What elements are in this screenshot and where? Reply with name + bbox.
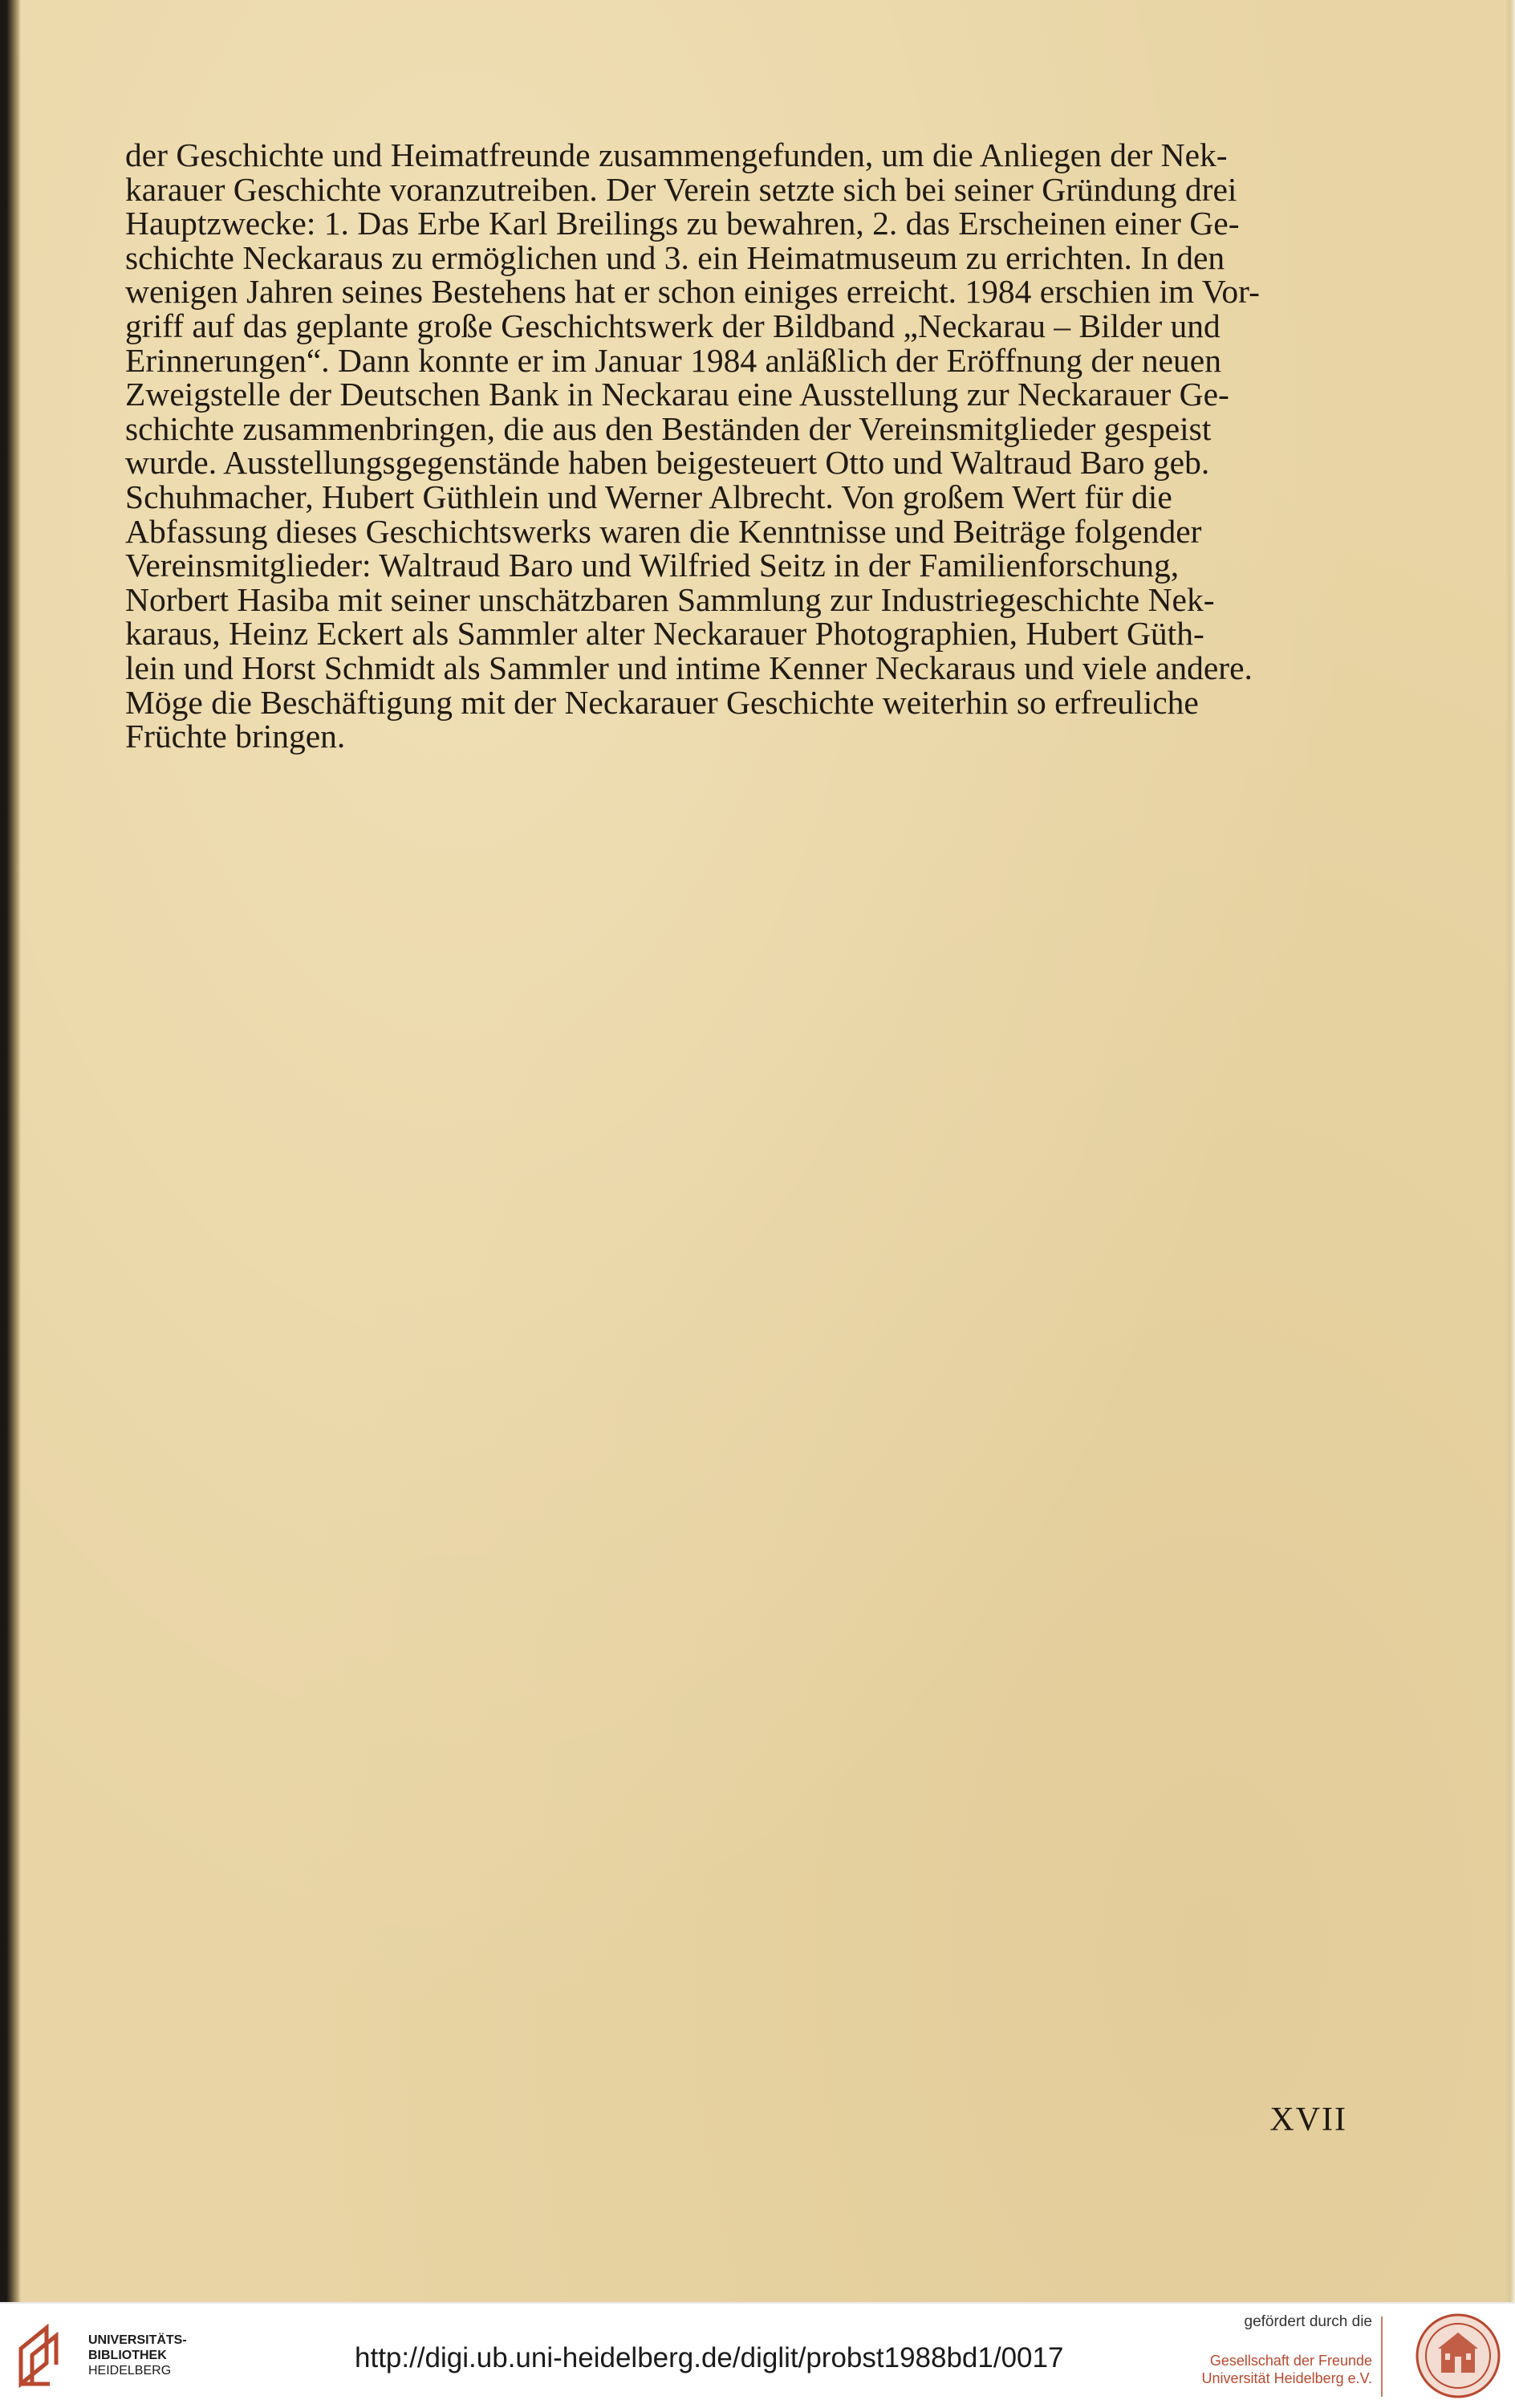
binding-shadow (0, 0, 21, 2302)
sponsor-name-line: Gesellschaft der Freunde (1209, 2353, 1372, 2369)
sponsor-divider (1381, 2316, 1383, 2397)
body-paragraph: der Geschichte und Heimatfreunde zusammengefunden, um die Anliegen der Nek- karauer Geschichte voranzutreiben. Der Verein setzte sich bei seiner Gründung drei Hauptzwecke: 1. Das Erbe Karl Breilings zu bewahren, 2. das Erscheinen einer Ge- schichte Neckaraus zu ermöglichen und 3. ein Heimatmuseum zu errichten. In den wenigen Jahren seines Bestehens hat er schon einiges erreicht. 1984 erschien im Vor- griff auf das geplante große Geschichtswerk der Bildband „Neckarau – Bilder und Erinnerungen“. Dann konnte er im Januar 1984 anläßlich der Eröffnung der neuen Zweigstelle der Deutschen Bank in Neckarau eine Ausstellung zur Neckarauer Ge- schichte zusammenbringen, die aus den Beständen der Vereinsmitglieder gespeist wurde. Ausstellungsgegenstände haben beigesteuert Otto und Waltraud Baro geb. Schuhmacher, Hubert Güthlein und Werner Albrecht. Von großem Wert für die Abfassung dieses Geschichtswerks waren die Kenntnisse und Beiträge folgender Vereinsmitglieder: Waltraud Baro und Wilfried Seitz in der Familienforschung, Norbert Hasiba mit seiner unschätzbaren Sammlung zur Industriegeschichte Nek- karaus, Heinz Eckert als Sammler alter Neckarauer Photographien, Hubert Güth- lein und Horst Schmidt als Sammler und intime Kenner Neckaraus und viele andere. Möge die Beschäftigung mit der Neckarauer Geschichte weiterhin so erfreuliche Früchte bringen. (125, 136, 1260, 755)
sponsor-block (1202, 2313, 1372, 2387)
library-name-line: UNIVERSITÄTS- (88, 2333, 187, 2347)
page-edge (1505, 0, 1515, 2302)
sponsor-caption: gefördert durch die (1244, 2313, 1372, 2330)
permalink-url[interactable]: http://digi.ub.uni-heidelberg.de/diglit/probst1988bd1/0017 (355, 2342, 1064, 2373)
university-library-logo-icon (14, 2321, 82, 2389)
library-name-line: HEIDELBERG (88, 2364, 172, 2377)
page-number: XVII (1269, 2101, 1347, 2138)
library-name (88, 2333, 187, 2378)
university-seal-icon (1414, 2312, 1502, 2400)
footer-bar (0, 2302, 1515, 2408)
library-name-line: BIBLIOTHEK (88, 2349, 167, 2362)
sponsor-name-line: Universität Heidelberg e.V. (1201, 2370, 1372, 2386)
